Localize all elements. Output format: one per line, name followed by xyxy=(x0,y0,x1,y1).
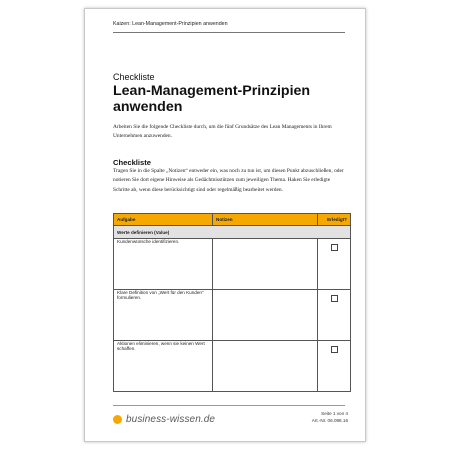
table-header-row xyxy=(114,214,351,226)
intro-paragraph: Arbeiten Sie die folgende Checkliste durch, um die fünf Grundsätze des Lean Managements in Ihrem Unternehmen anzuwenden. xyxy=(113,124,332,140)
logo-dot-icon xyxy=(113,415,122,424)
logo-text: business-wissen.de xyxy=(126,414,216,425)
page-number: Seite 1 von 4 xyxy=(321,411,348,416)
table-row xyxy=(114,341,351,392)
brand-logo xyxy=(113,414,215,425)
column-header-done: Erledigt? xyxy=(318,214,351,226)
done-cell xyxy=(318,239,351,290)
page-info xyxy=(312,410,348,424)
done-checkbox[interactable] xyxy=(331,244,338,251)
checklist-table xyxy=(113,213,351,392)
task-cell: Kundenwünsche identifizieren. xyxy=(114,239,213,290)
notes-cell[interactable] xyxy=(213,239,318,290)
header-divider xyxy=(113,32,345,33)
done-cell xyxy=(318,341,351,392)
document-subtitle: Checkliste xyxy=(113,72,155,82)
task-cell: Klare Definition von „Wert für den Kunden“ formulieren. xyxy=(114,290,213,341)
table-row xyxy=(114,290,351,341)
document-page xyxy=(84,8,366,442)
section-heading: Checkliste xyxy=(113,158,151,167)
done-cell xyxy=(318,290,351,341)
article-number: Art.-Nr. 06.098.16 xyxy=(311,418,348,423)
instructions-paragraph: Tragen Sie in die Spalte „Notizen“ entweder ein, was noch zu tun ist, um diesen Punkt abzuschließen, oder notieren Sie dort eigene Hinweise als Gedächtnisstützen zum jeweiligen Thema. Haken Sie erledigte Schritte ab, wenn diese berücksichtigt sind oder regelmäßig bearbeitet werden. xyxy=(113,168,344,193)
group-row xyxy=(114,226,351,239)
table-row xyxy=(114,239,351,290)
running-header: Kaizen: Lean-Management-Prinzipien anwenden xyxy=(113,21,228,27)
column-header-notes: Notizen xyxy=(213,214,318,226)
done-checkbox[interactable] xyxy=(331,346,338,353)
document-title: Lean-Management-Prinzipien anwenden xyxy=(113,83,311,115)
column-header-task: Aufgabe xyxy=(114,214,213,226)
footer-divider xyxy=(113,405,345,406)
done-checkbox[interactable] xyxy=(331,295,338,302)
notes-cell[interactable] xyxy=(213,290,318,341)
group-label: Werte definieren (Value) xyxy=(114,226,351,239)
notes-cell[interactable] xyxy=(213,341,318,392)
task-cell: Aktionen eliminieren, wenn sie keinen Wert schaffen. xyxy=(114,341,213,392)
